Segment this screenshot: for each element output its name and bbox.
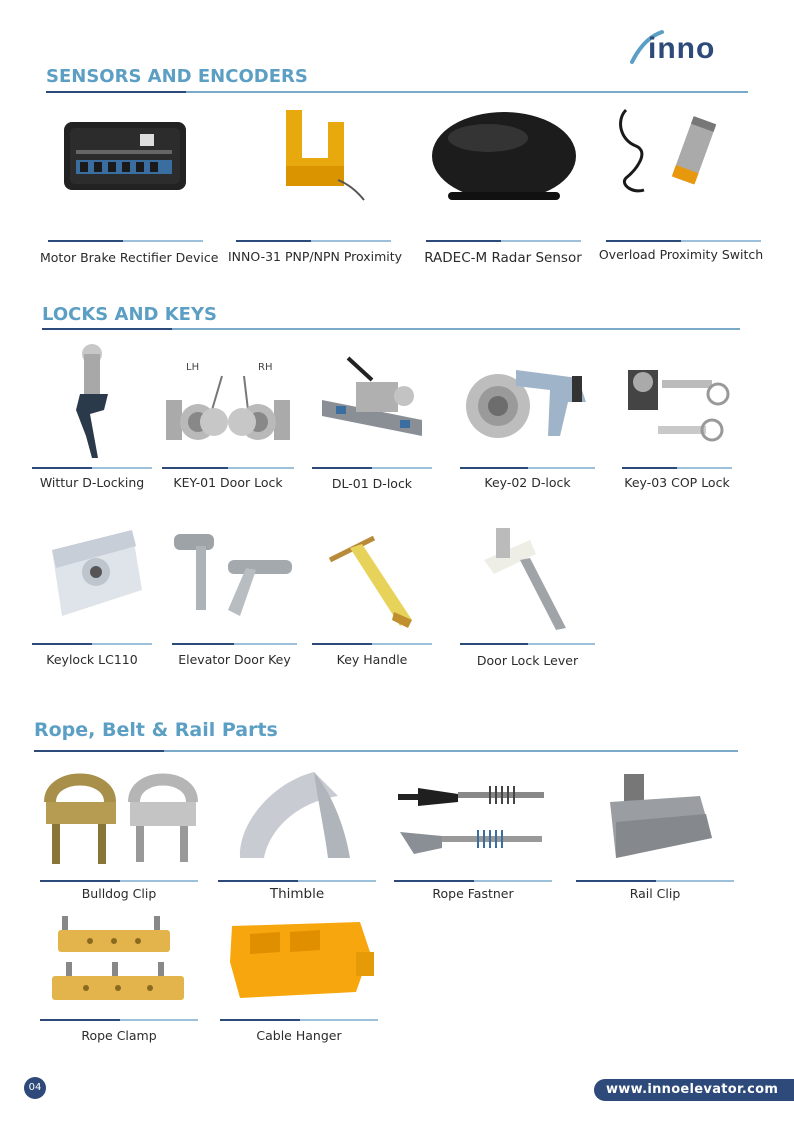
product-card [622,340,732,500]
product-card [172,520,297,680]
product-label: Rope Clamp [81,1028,157,1043]
product-card [32,520,152,680]
product-card [40,912,198,1052]
product-card [596,100,766,270]
u-bolt-clips-icon [40,762,198,880]
lh-label: LH [186,362,200,373]
product-label: Bulldog Clip [81,886,157,901]
section-title-sensors: SENSORS AND ENCODERS [46,66,308,87]
product-label: Keylock LC110 [46,652,138,667]
product-label: Rope Fastner [432,886,514,901]
product-card [220,912,378,1052]
cop-lock-keys-icon [622,340,732,465]
product-label: Cable Hanger [256,1028,342,1043]
product-card [40,762,198,912]
product-label: DL-01 D-lock [331,476,413,491]
lock-lever-icon [460,520,595,640]
u-shaped-sensor-icon [228,100,398,235]
section-rule [46,91,748,93]
product-label: Motor Brake Rectifier Device [40,250,219,265]
thimble-icon [218,762,376,880]
d-lock-icon [32,340,152,465]
rectifier-device-icon [40,100,210,235]
brand-name: inno [648,32,716,65]
product-card [32,340,152,500]
product-card [218,762,376,912]
product-label: Elevator Door Key [178,652,291,667]
product-card [40,100,219,270]
rope-fastener-icon [394,762,552,880]
product-label: KEY-01 Door Lock [173,475,283,490]
d-lock-plate-icon [312,340,432,465]
page-number: 04 [24,1077,46,1099]
product-label: Thimble [269,886,325,902]
product-label: Door Lock Lever [476,653,579,668]
brand-logo [630,26,748,66]
t-handle-icon [312,520,432,640]
rh-label: RH [258,362,273,373]
website-url[interactable]: www.innoelevator.com [594,1079,794,1101]
product-card [460,340,595,500]
product-card [312,520,432,680]
product-label: Rail Clip [629,886,681,901]
rail-clip-icon [576,762,734,880]
section-title-locks: LOCKS AND KEYS [42,304,217,325]
product-label: Key-03 COP Lock [624,475,730,490]
product-label: Wittur D-Locking [39,475,145,490]
door-lock-pair-icon [162,340,294,465]
product-card [162,340,294,500]
product-card [312,340,432,500]
triangle-keys-icon [172,520,297,640]
section-title-rope: Rope, Belt & Rail Parts [34,719,278,741]
section-rule [34,750,738,752]
radar-dome-icon [418,100,588,235]
product-card [460,520,595,680]
product-card [576,762,734,912]
keylock-icon [32,520,152,640]
product-card [418,100,588,270]
section-rule [42,328,740,330]
product-label: Key-02 D-lock [484,475,571,490]
product-label: Key Handle [336,652,408,667]
product-label: Overload Proximity Switch [598,247,764,262]
cable-hanger-icon [220,912,378,1018]
rope-clamp-icon [40,912,198,1018]
product-label: RADEC-M Radar Sensor [424,250,582,266]
cylindrical-switch-icon [596,100,766,235]
product-card [394,762,552,912]
product-label: INNO-31 PNP/NPN Proximity [228,249,403,264]
cam-lock-icon [460,340,595,465]
product-card [228,100,403,270]
